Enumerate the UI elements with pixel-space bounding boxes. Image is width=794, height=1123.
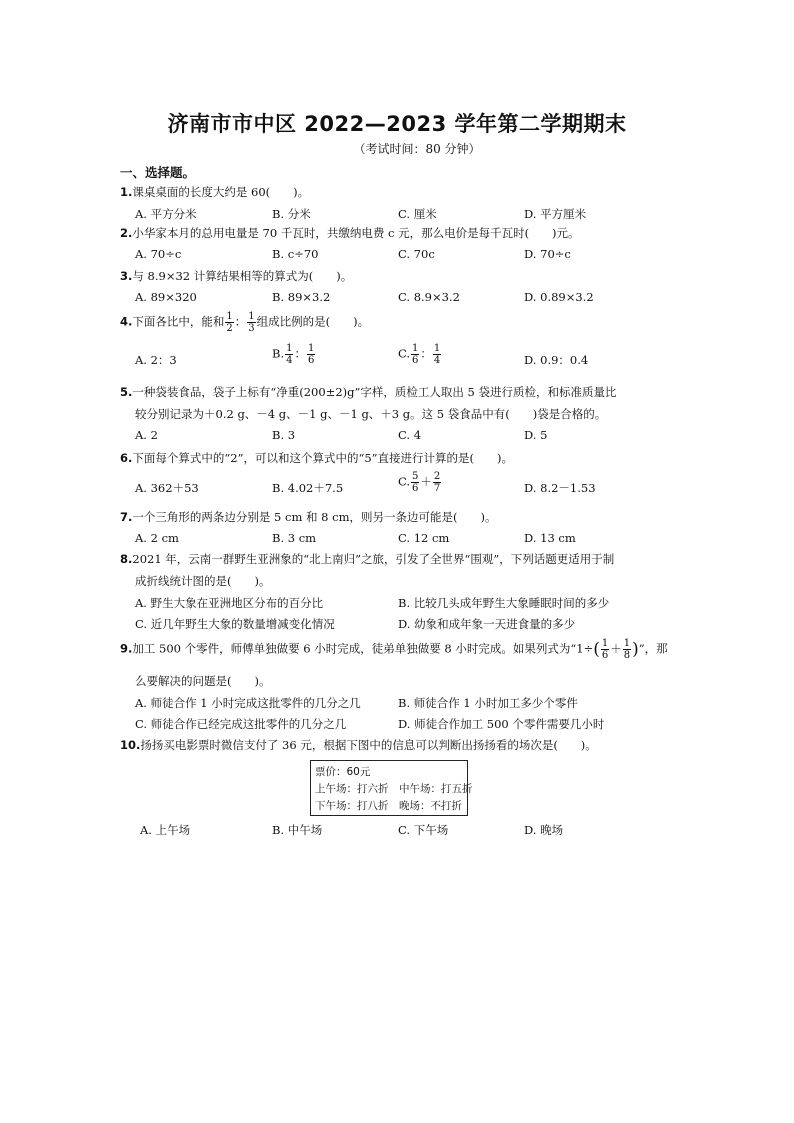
question-5-continued: 较分别记录为＋0.2 g、－4 g、－1 g、－1 g、＋3 g。这 5 袋食品中有( )袋是合格的。	[135, 407, 607, 421]
question-text: 与 8.9×32 计算结果相等的算式为( )。	[132, 269, 353, 283]
option-d: D. 5	[524, 428, 548, 442]
question-2	[120, 225, 580, 241]
question-6	[120, 450, 513, 466]
option-b: B. c÷70	[272, 247, 319, 261]
question-1	[120, 184, 309, 200]
question-number: 4.	[120, 314, 133, 329]
question-number: 8.	[120, 552, 133, 566]
question-text: 课桌桌面的长度大约是 60( )。	[132, 185, 310, 199]
option-a: A. 野生大象在亚洲地区分布的百分比	[135, 596, 324, 610]
question-7	[120, 509, 496, 525]
question-text: 加工 500 个零件，师傅单独做要 6 小时完成，徒弟单独做要 8 小时完成。如果列式为“1÷	[132, 641, 594, 656]
question-text: 下面每个算式中的“2”，可以和这个算式中的“5”直接进行计算的是( )。	[132, 451, 513, 465]
option-b: B. 89×3.2	[272, 290, 331, 304]
option-a: A. 2 cm	[135, 531, 179, 545]
question-text: 一个三角形的两条边分别是 5 cm 和 8 cm，则另一条边可能是( )。	[132, 510, 497, 524]
fraction: $\frac{1}{8}$	[623, 638, 631, 661]
option-a: A. 平方分米	[135, 207, 197, 221]
question-8	[120, 551, 614, 567]
option-c: C. 师徒合作已经完成这批零件的几分之几	[135, 717, 347, 731]
question-number: 6.	[120, 451, 133, 465]
question-3	[120, 268, 352, 284]
question-number: 7.	[120, 510, 133, 524]
question-text: 2021 年，云南一群野生亚洲象的“北上南归”之旅，引发了全世界“围观”，下列话题更适用于制	[132, 552, 615, 566]
option-b: B. 3 cm	[272, 531, 317, 545]
option-b: B. 比较几头成年野生大象睡眠时间的多少	[398, 596, 610, 610]
option-d: D. 13 cm	[524, 531, 576, 545]
option-c: C. 8.9×3.2	[398, 290, 460, 304]
option-a: A. 89×320	[135, 290, 197, 304]
question-8-continued: 成折线统计图的是( )。	[135, 574, 271, 588]
section-heading: 一、选择题。	[120, 165, 196, 180]
exam-time: （考试时间：80 分钟）	[353, 142, 481, 156]
option-c: C. 下午场	[398, 823, 449, 837]
option-b: B. 中午场	[272, 823, 323, 837]
option-c: C. $\frac{1}{6}$ ： $\frac{1}{4}$	[398, 343, 441, 366]
option-c: C. 近几年野生大象的数量增减变化情况	[135, 617, 335, 631]
fraction: $\frac{1}{2}$	[226, 311, 233, 334]
option-b: B. 分米	[272, 207, 311, 221]
question-number: 10.	[120, 738, 141, 752]
question-number: 9.	[120, 641, 133, 656]
option-b: B. $\frac{1}{4}$ ： $\frac{1}{6}$	[272, 343, 315, 366]
question-number: 3.	[120, 269, 133, 283]
option-d: D. 师徒合作加工 500 个零件需要几小时	[398, 717, 605, 731]
option-a: A. 70÷c	[135, 247, 182, 261]
question-10	[120, 737, 597, 753]
option-b: B. 3	[272, 428, 296, 442]
option-a: A. 362＋53	[135, 481, 199, 495]
option-d: D. 70÷c	[524, 247, 571, 261]
option-a: A. 2：3	[135, 353, 177, 367]
option-c: C. 4	[398, 428, 422, 442]
option-b: B. 4.02＋7.5	[272, 481, 344, 495]
option-d: D. 幼象和成年象一天进食量的多少	[398, 617, 576, 631]
page-title: 济南市市中区 2022—2023 学年第二学期期末	[167, 112, 627, 136]
price-line: 票价：60元	[315, 766, 371, 778]
question-number: 1.	[120, 185, 133, 199]
option-a: A. 师徒合作 1 小时完成这批零件的几分之几	[135, 696, 361, 710]
question-text: 小华家本月的总用电量是 70 千瓦时，共缴纳电费 c 元，那么电价是每千瓦时( )元。	[132, 226, 580, 240]
fraction: $\frac{1}{6}$	[601, 638, 609, 661]
question-text: 下面各比中，能和	[132, 314, 225, 329]
option-a: A. 2	[135, 428, 158, 442]
option-c: C. 12 cm	[398, 531, 450, 545]
discount-line-2: 下午场：打八折 晚场：不打折	[315, 800, 462, 812]
question-4: 4.下面各比中，能和 $\frac{1}{2}$ ： $\frac{1}{3}$ 组成比例的是( )。	[120, 311, 370, 334]
question-9: 9.加工 500 个零件，师傅单独做要 6 小时完成，徒弟单独做要 8 小时完成。如果列式为“1÷( $\frac{1}{6}$ ＋ $\frac{1}{8}$ )”，那	[120, 638, 668, 661]
fraction: $\frac{1}{3}$	[248, 311, 255, 334]
question-number: 2.	[120, 226, 133, 240]
option-b: B. 师徒合作 1 小时加工多少个零件	[398, 696, 578, 710]
option-a: A. 上午场	[140, 823, 191, 837]
question-5	[120, 384, 617, 400]
option-d: D. 8.2－1.53	[524, 481, 596, 495]
option-d: D. 晚场	[524, 823, 564, 837]
question-number: 5.	[120, 385, 133, 399]
option-c: C. 70c	[398, 247, 435, 261]
option-d: D. 0.89×3.2	[524, 290, 594, 304]
option-c: C. $\frac{5}{6}$ ＋ $\frac{2}{7}$	[398, 471, 441, 494]
question-9-continued: 么要解决的问题是( )。	[135, 674, 271, 688]
ticket-price-box	[310, 760, 473, 816]
option-d: D. 平方厘米	[524, 207, 587, 221]
question-text: 一种袋装食品，袋子上标有“净重(200±2)g”字样，质检工人取出 5 袋进行质检，和标准质量比	[132, 385, 617, 399]
option-d: D. 0.9：0.4	[524, 353, 589, 367]
option-c: C. 厘米	[398, 207, 437, 221]
question-text: 扬扬买电影票时微信支付了 36 元，根据下图中的信息可以判断出扬扬看的场次是( )。	[140, 738, 597, 752]
discount-line-1: 上午场：打六折 中午场：打五折	[315, 783, 473, 795]
